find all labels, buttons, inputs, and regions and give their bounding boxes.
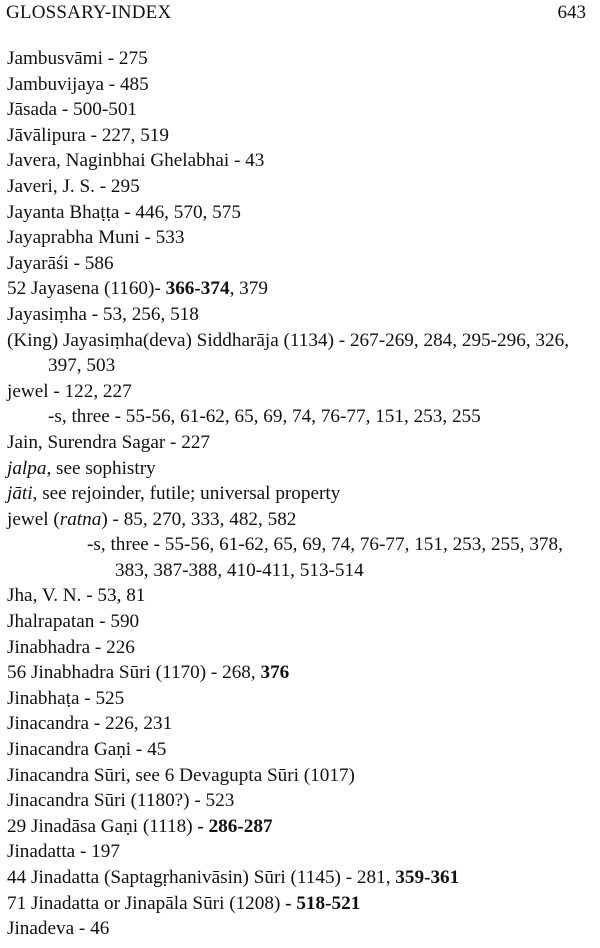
index-entry: [7, 97, 596, 123]
entry-text: Jayasiṃha - 53, 256, 518: [7, 303, 199, 325]
index-entry: [7, 225, 596, 251]
entry-text: - 518-521: [285, 892, 361, 914]
running-head: GLOSSARY-INDEX: [6, 2, 172, 23]
index-entry: [7, 481, 596, 507]
entry-text: , see sophistry: [46, 457, 156, 479]
entry-text: Jayanta Bhaṭṭa - 446, 570, 575: [7, 201, 241, 223]
entry-text: 376: [260, 662, 290, 684]
entry-text: Jayarāśi - 586: [7, 252, 114, 274]
index-entry: [7, 891, 596, 917]
entry-text: Jha, V. N. - 53, 81: [7, 585, 146, 607]
entry-text: 29 Jinadāsa Gaṇi (1118): [7, 815, 198, 837]
index-entry: [7, 251, 596, 277]
index-entry: [7, 686, 596, 712]
entry-text: (King) Jayasiṃha(deva) Siddharāja (1134) - 267-269, 284, 295-296, 326, 397, 503: [7, 329, 569, 377]
entry-text: Jinacandra - 226, 231: [7, 713, 173, 735]
entry-text: -s, three - 55-56, 61-62, 65, 69, 74, 76-77, 151, 253, 255: [48, 406, 481, 428]
entry-text: ) - 85, 270, 333, 482, 582: [101, 508, 297, 530]
page-header: [6, 2, 586, 26]
index-entries: [7, 46, 596, 942]
index-entry: [7, 430, 596, 456]
entry-text: Jhalrapatan - 590: [7, 611, 140, 633]
entry-text: jewel - 122, 227: [7, 380, 132, 402]
index-entry: [7, 583, 596, 609]
index-entry: [7, 507, 596, 533]
index-entry: [7, 609, 596, 635]
index-entry: [7, 72, 596, 98]
entry-text: Jinadeva - 46: [7, 918, 110, 940]
entry-text: -s, three - 55-56, 61-62, 65, 69, 74, 76-77, 151, 253, 255, 378, 383, 387-388, 410-411, 513-514: [87, 534, 563, 581]
entry-text: 44 Jinadatta (Saptagṛhanivāsin) Sūri (1145) - 281,: [7, 867, 396, 888]
entry-text: Jain, Surendra Sagar - 227: [7, 431, 211, 453]
entry-text: Jambuvijaya - 485: [7, 73, 149, 95]
entry-text: jewel (: [7, 508, 60, 530]
entry-text: , see rejoinder, futile; universal property: [32, 483, 341, 505]
index-entry: [7, 839, 596, 865]
index-entry: [7, 660, 596, 686]
entry-text: jāti: [7, 483, 33, 505]
entry-text: Jāvālipura - 227, 519: [7, 124, 169, 146]
index-entry: [7, 404, 596, 430]
entry-text: Javeri, J. S. - 295: [7, 175, 140, 197]
entry-text: 366-374: [165, 278, 230, 300]
index-entry: [7, 456, 596, 482]
index-entry: [7, 865, 596, 891]
entry-text: 71 Jinadatta or Jinapāla Sūri (1208): [7, 892, 286, 914]
index-entry: [7, 276, 596, 302]
index-entry: [7, 200, 596, 226]
entry-text: 56 Jinabhadra Sūri (1170) - 268,: [7, 662, 261, 684]
index-entry: [7, 174, 596, 200]
entry-text: Jinadatta - 197: [7, 841, 120, 863]
index-entry: [7, 788, 596, 814]
entry-text: Jinacandra Sūri, see 6 Devagupta Sūri (1017): [7, 764, 355, 786]
entry-text: Jambusvāmi - 275: [7, 48, 148, 69]
entry-text: Jinacandra Sūri (1180?) - 523: [7, 790, 235, 812]
entry-text: , 379: [229, 278, 268, 300]
index-entry: [7, 123, 596, 149]
index-entry: [7, 148, 596, 174]
index-entry: [7, 46, 596, 72]
entry-text: ratna: [59, 508, 102, 530]
index-entry: [7, 763, 596, 789]
entry-text: Jāsada - 500-501: [7, 99, 138, 121]
index-entry: [7, 379, 596, 405]
index-entry: [7, 302, 596, 328]
index-entry: [7, 711, 596, 737]
entry-text: 359-361: [395, 867, 460, 888]
page-number: 643: [557, 2, 586, 23]
entry-text: jalpa: [7, 457, 47, 479]
index-entry: [7, 916, 596, 942]
index-entry: [7, 532, 596, 583]
entry-text: Jinabhaṭa - 525: [7, 687, 125, 709]
entry-text: Jinacandra Gaṇi - 45: [7, 739, 167, 761]
entry-text: Jayaprabha Muni - 533: [7, 227, 185, 249]
entry-text: Jinabhadra - 226: [7, 636, 135, 658]
entry-text: Javera, Naginbhai Ghelabhai - 43: [7, 150, 265, 172]
entry-text: - 286-287: [197, 815, 273, 837]
index-entry: [7, 328, 596, 379]
index-entry: [7, 814, 596, 840]
entry-text: 52 Jayasena (1160)-: [7, 278, 166, 300]
index-entry: [7, 737, 596, 763]
index-entry: [7, 635, 596, 661]
